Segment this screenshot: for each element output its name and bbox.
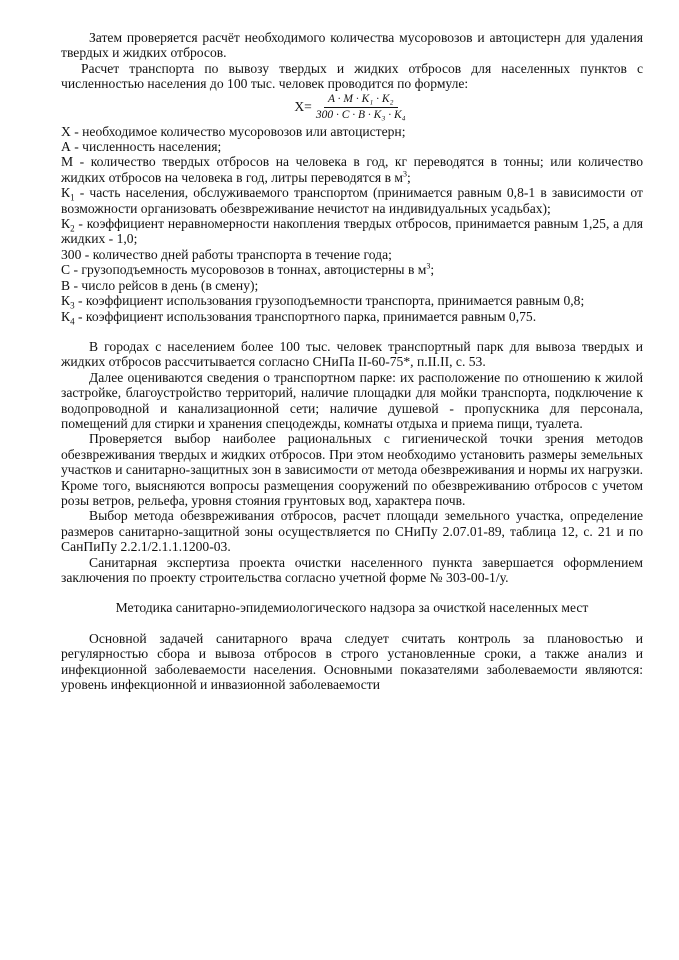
definition-subscript: 3 [70, 300, 75, 311]
definition-item [61, 247, 643, 262]
paragraph-large-cities: В городах с населением более 100 тыс. человек транспортный парк для вывоза твердых и жидких отбросов рассчитывается согласно СНиПа II-60-75*, п.II.II, с. 53. [61, 338, 643, 370]
definition-item [61, 154, 643, 185]
paragraph-expertise-conclusion: Санитарная экспертиза проекта очистки населенного пункта завершается оформлением заключения по проекту строительства согласно учетной форме № 303-00-1/у. [61, 554, 643, 585]
definition-item [61, 262, 643, 277]
definition-superscript: 3 [426, 261, 431, 271]
paragraph-formula-intro: Расчет транспорта по вывозу твердых и жидких отбросов для населенных пунктов с численностью населения до 100 тыс. человек проводится по формуле: [61, 60, 643, 92]
definition-text: - необходимое количество мусоровозов или автоцистерн; [70, 123, 406, 139]
formula-fraction [312, 93, 410, 122]
definition-item [61, 216, 643, 247]
definition-symbol: К [61, 293, 71, 309]
section-heading: Методика санитарно-эпидемиологического надзора за очисткой населенных мест [115, 600, 589, 616]
definition-text: - количество дней работы транспорта в течение года; [81, 246, 392, 262]
paragraph-intro: Затем проверяется расчёт необходимого количества мусоровозов и автоцистерн для удаления твердых и жидких отбросов. [61, 30, 643, 61]
definition-item [61, 308, 643, 327]
definition-symbol: С [61, 262, 71, 278]
definition-symbol: 300 [61, 246, 82, 262]
definition-item [61, 185, 643, 216]
definition-tail: ; [430, 262, 435, 278]
definition-text: - грузоподъемность мусоровозов в тоннах, автоцистерны в м [70, 262, 427, 278]
formula-definitions [61, 123, 643, 327]
definition-text: - число рейсов в день (в смену); [70, 277, 259, 293]
definition-symbol: В [61, 277, 71, 293]
transport-formula [61, 93, 643, 122]
formula-numerator: A · M · K₁ · K₂ [324, 93, 398, 108]
paragraph-site-calculation: Выбор метода обезвреживания отбросов, расчет площади земельного участка, определение размеров санитарно-защитной зоны осуществляется по СНиПу 2.07.01-89, таблица 12, с. 21 и по СанПиПу 2.2.1/2.1.1.1200-03. [61, 508, 643, 555]
paragraph-disposal-methods: Проверяется выбор наиболее рациональных с гигиенической точки зрения методов обезвреживания твердых и жидких отбросов. При этом необходимо установить размеры земельных участков и санитарно-защитных зон в зависимости от метода обезвреживания и нормы их нагрузки. Кроме того, выясняются вопросы размещения сооружений по обезвреживанию отбросов с учетом розы ветров, рельефа, уровня стояния грунтовых вод, характера почв. [61, 431, 643, 508]
definition-item [61, 293, 643, 311]
formula-lhs: X= [294, 99, 312, 115]
definition-symbol: К [61, 308, 71, 324]
definition-text: - коэффициент использования грузоподъемности транспорта, принимается равным 0,8; [74, 293, 585, 309]
definition-tail: ; [407, 169, 411, 185]
definition-text: - часть населения, обслуживаемого транспортом (принимается равным 0,8-1 в зависимости от возможности организовать обезвреживание нечистот на индивидуальных усадьбах); [61, 185, 643, 216]
definition-symbol: К [61, 185, 71, 201]
definition-superscript: 3 [403, 169, 407, 179]
paragraph-main-task: Основной задачей санитарного врача следует считать контроль за плановостью и регулярностью сбора и вывоза отбросов в строго установленные сроки, а также анализ и инфекционной заболеваемости населения. Основными показателями заболеваемости являются: уровень инфекционной и инвазионной заболеваемости [61, 630, 643, 693]
definition-subscript: 1 [70, 192, 75, 203]
definition-symbol: К [61, 216, 71, 232]
document-page [61, 30, 643, 692]
definition-item [61, 124, 643, 139]
definition-symbol: М [61, 154, 74, 170]
formula-denominator: 300 · C · B · K₃ · K₄ [315, 108, 406, 121]
paragraph-transport-park: Далее оцениваются сведения о транспортном парке: их расположение по отношению к жилой застройке, благоустройство территорий, наличие площадки для мойки транспорта, подключение к водопроводной и канализационной сети; наличие душевой - пропускника для персонала, помещений для стирки и хранения спецодежды, комнаты отдыха и приема пищи, туалета. [61, 369, 643, 431]
definition-subscript: 4 [70, 316, 75, 327]
definition-item [61, 278, 643, 293]
definition-item [61, 139, 643, 154]
definition-text: - количество твердых отбросов на человека в год, кг переводятся в тонны; или количество жидких отбросов на человека в год, литры переводятся в м [61, 154, 643, 185]
definition-subscript: 2 [70, 223, 75, 234]
definition-symbol: А [61, 139, 71, 155]
definition-symbol: X [61, 123, 71, 139]
definition-text: - коэффициент неравномерности накопления твердых отбросов, принимается равным 1,25, а для жидких - 1,0; [61, 216, 643, 247]
definition-text: - коэффициент использования транспортного парка, принимается равным 0,75. [74, 308, 537, 324]
definition-text: - численность населения; [70, 139, 222, 155]
